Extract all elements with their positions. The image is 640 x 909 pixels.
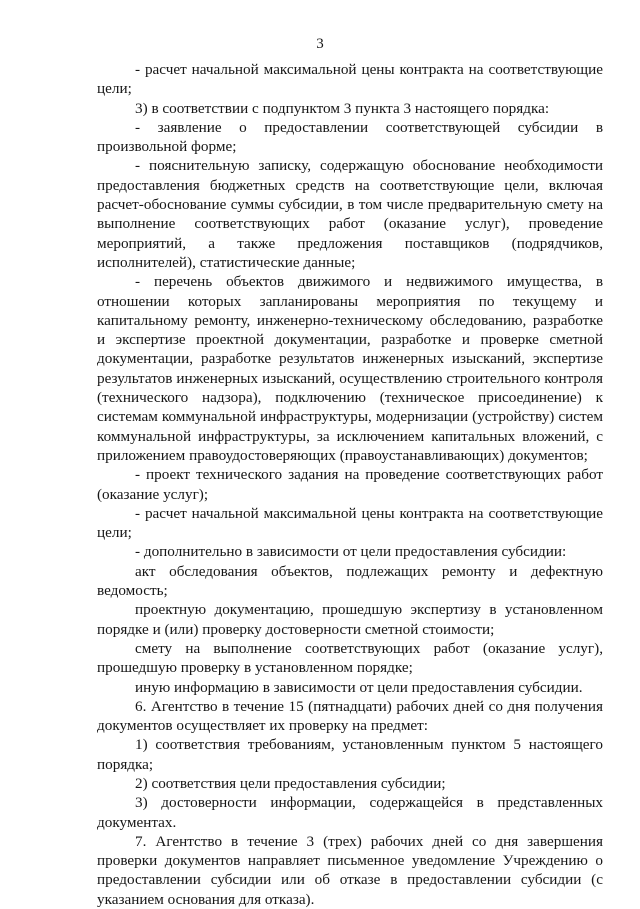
paragraph: - проект технического задания на проведение соответствующих работ (оказание услуг); xyxy=(97,466,603,503)
paragraph: 3) достоверности информации, содержащейся в представленных документах. xyxy=(97,794,603,831)
paragraph: иную информацию в зависимости от цели предоставления субсидии. xyxy=(135,678,583,696)
paragraph: - заявление о предоставлении соответствующей субсидии в произвольной форме; xyxy=(97,118,603,156)
page-number: 3 xyxy=(316,36,324,52)
paragraph: 1) соответствия требованиям, установленным пунктом 5 настоящего порядка; xyxy=(97,736,603,773)
paragraph: смету на выполнение соответствующих работ (оказание услуг), прошедшую проверку в установленном порядке; xyxy=(97,639,603,677)
paragraph: акт обследования объектов, подлежащих ремонту и дефектную ведомость; xyxy=(97,562,603,600)
paragraph: 3) в соответствии с подпунктом 3 пункта 3 настоящего порядка: xyxy=(135,99,550,117)
paragraph: - пояснительную записку, содержащую обоснование необходимости предоставления бюджетных средств на соответствующие цели, включая расчет-обоснование суммы субсидии, в том числе предварительную смету на выполнение соответствующих работ (оказание услуг), проведение мероприятий, а также предложения поставщиков (подрядчиков, исполнителей), статистические данные; xyxy=(97,157,603,271)
document-body xyxy=(97,60,603,909)
paragraph: 7. Агентство в течение 3 (трех) рабочих дней со дня завершения проверки документов направляет письменное уведомление Учреждению о предоставлении субсидии или об отказе в предоставлении субсидии (с указанием основания для отказа). xyxy=(97,832,603,908)
paragraph: - расчет начальной максимальной цены контракта на соответствующие цели; xyxy=(97,504,603,542)
paragraph: проектную документацию, прошедшую экспертизу в установленном порядке и (или) проверку достоверности сметной стоимости; xyxy=(97,601,603,638)
paragraph: 6. Агентство в течение 15 (пятнадцати) рабочих дней со дня получения документов осуществляет их проверку на предмет: xyxy=(97,697,603,735)
paragraph: - дополнительно в зависимости от цели предоставления субсидии: xyxy=(135,543,567,561)
paragraph: - расчет начальной максимальной цены контракта на соответствующие цели; xyxy=(97,61,603,98)
paragraph: - перечень объектов движимого и недвижимого имущества, в отношении которых запланированы мероприятия по текущему и капитальному ремонту, инженерно-техническому обследованию, разработке и экспертизе проектной документации, разработке и проверке сметной документации, разработке результатов инженерных изысканий, экспертизе результатов инженерных изысканий, осуществлению строительного контроля (технического надзора), подключению (техническое присоединение) к системам коммунальной инфраструктуры, модернизации (устройству) систем коммунальной инфраструктуры, за исключением капитальных вложений, с приложением правоудостоверяющих (правоустанавливающих) документов; xyxy=(97,273,603,464)
paragraph: 2) соответствия цели предоставления субсидии; xyxy=(135,774,446,792)
